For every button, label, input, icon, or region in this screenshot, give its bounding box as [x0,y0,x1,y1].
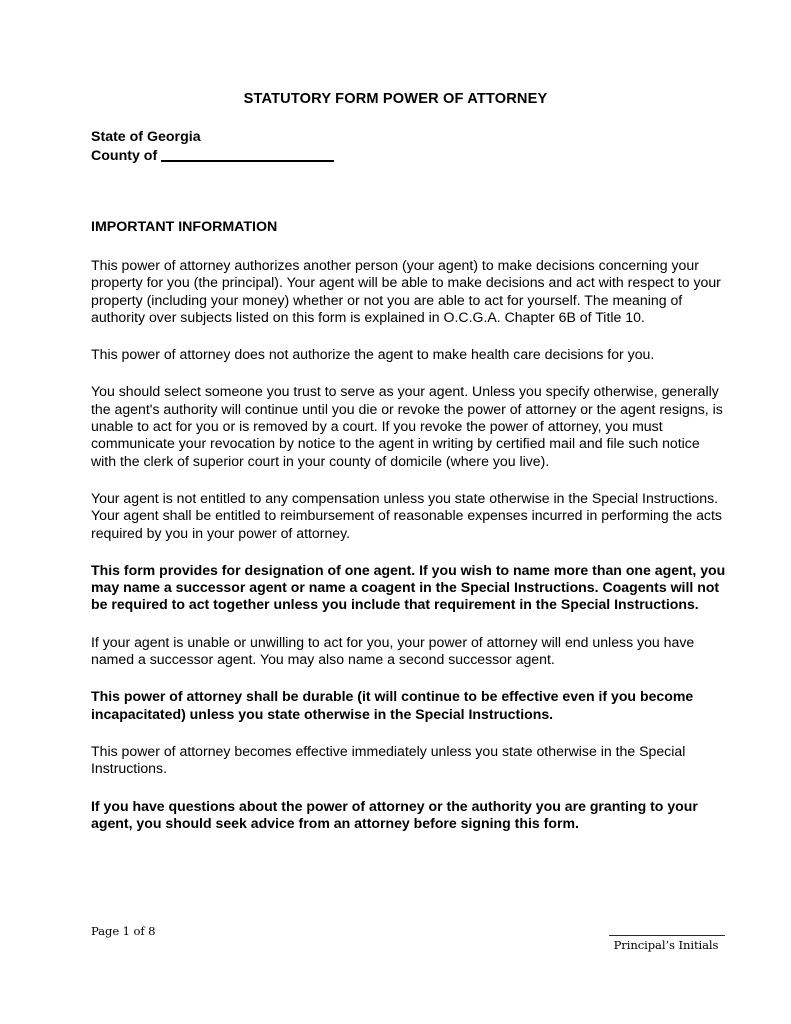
initials-signature-line[interactable] [609,935,725,936]
body-content [91,218,728,832]
paragraph-seek-attorney-advice: If you have questions about the power of attorney or the authority you are granting to your agent, you should seek advice from an attorney before signing this form. [91,797,698,831]
paragraph-no-health-care: This power of attorney does not authorize the agent to make health care decisions for you. [91,346,655,363]
paragraph-successor-agent: If your agent is unable or unwilling to act for you, your power of attorney will end unless you have named a successor agent. You may also name a second successor agent. [91,633,695,668]
paragraph-compensation: Your agent is not entitled to any compensation unless you state otherwise in the Special Instructions. Your agent shall be entitled to reimbursement of reasonable expenses incurred in performing the acts required by you in your power of attorney. [91,489,722,541]
principal-initials-block [607,920,725,952]
paragraph-one-agent: This form provides for designation of one agent. If you wish to name more than one agent, you may name a successor agent or name a coagent in the Special Instructions. Coagents will not be required to act together unless you include that requirement in the Special Instructions. [91,561,726,613]
county-label: County of [91,148,158,164]
county-line [91,147,334,166]
county-blank-field[interactable] [161,160,334,162]
initials-label: Principal’s Initials [613,938,719,952]
page-number: Page 1 of 8 [91,924,156,938]
section-heading-important-information: IMPORTANT INFORMATION [91,219,278,235]
paragraph-authorizes: This power of attorney authorizes another person (your agent) to make decisions concerning your property for you (the principal). Your agent will be able to make decisions and act with respect to your property (including your money) whether or not you are able to act for yourself. The meaning of authority over subjects listed on this form is explained in O.C.G.A. Chapter 6B of Title 10. [91,257,721,325]
venue-block [91,128,334,166]
paragraph-select-agent: You should select someone you trust to serve as your agent. Unless you specify otherwise, generally the agent's authority will continue until you die or revoke the power of attorney or the agent resigns, is unable to act for you or is removed by a court. If you revoke the power of attorney, you must communicate your revocation by notice to the agent in writing by certified mail and file such notice with the clerk of superior court in your county of domicile (where you live). [91,383,723,469]
state-line: State of Georgia [91,129,201,145]
page-title: STATUTORY FORM POWER OF ATTORNEY [243,91,548,107]
page-footer [91,920,725,970]
paragraph-durable: This power of attorney shall be durable (it will continue to be effective even if you become incapacitated) unless you state otherwise in the Special Instructions. [91,688,694,722]
paragraph-effective-immediately: This power of attorney becomes effective immediately unless you state otherwise in the Special Instructions. [91,742,686,777]
